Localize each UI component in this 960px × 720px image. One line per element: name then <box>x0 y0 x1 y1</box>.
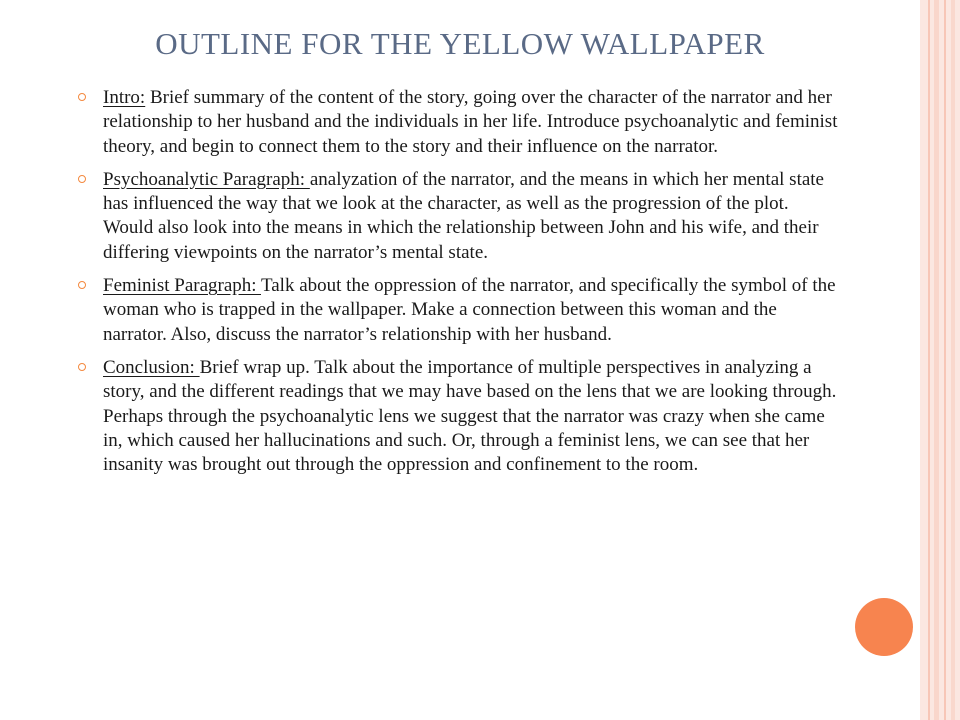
item-text: Brief summary of the content of the story, going over the character of the narrator and her relationship to her husband and the individuals in her life. Introduce psychoanalytic and feminist theory, and begin to connect them to the story and their influence on the narrator. <box>103 87 838 157</box>
border-stripe <box>951 0 955 720</box>
item-label: Intro: <box>103 87 146 108</box>
bullet-icon <box>78 281 86 289</box>
item-text: Talk about the oppression of the narrator, and specifically the symbol of the woman who is trapped in the wallpaper. Make a connection between this woman and the narrator. Also, discuss the narrator’s relationship with her husband. <box>103 275 836 345</box>
outline-list <box>78 86 838 486</box>
decorative-right-border <box>920 0 960 720</box>
outline-item-intro <box>78 86 838 159</box>
item-label: Feminist Paragraph: <box>103 275 261 297</box>
bullet-icon <box>78 93 86 101</box>
bullet-icon <box>78 363 86 371</box>
bullet-icon <box>78 175 86 183</box>
outline-item-feminist <box>78 274 838 347</box>
border-stripe <box>928 0 930 720</box>
outline-item-conclusion <box>78 356 838 477</box>
item-text: Brief wrap up. Talk about the importance of multiple perspectives in analyzing a story, and the different readings that we may have based on the lens that we are looking through. Perhaps through the psychoanalytic lens we suggest that the narrator was crazy when she came in, which caused her hallucinations and such. Or, through a feminist lens, we can see that her insanity was brought out through the oppression and confinement to the room. <box>103 356 837 476</box>
outline-item-psychoanalytic <box>78 168 838 265</box>
slide-title: OUTLINE FOR THE YELLOW WALLPAPER <box>155 26 765 61</box>
item-text: analyzation of the narrator, and the means in which her mental state has influenced the way that we look at the character, as well as the progression of the plot. Would also look into the means in which the relationship between John and his wife, and their differing viewpoints on the narrator’s mental state. <box>103 168 824 263</box>
item-label: Psychoanalytic Paragraph: <box>103 168 310 190</box>
border-stripe <box>944 0 946 720</box>
border-stripe <box>934 0 939 720</box>
decorative-circle-icon <box>855 598 913 656</box>
item-label: Conclusion: <box>103 356 200 378</box>
